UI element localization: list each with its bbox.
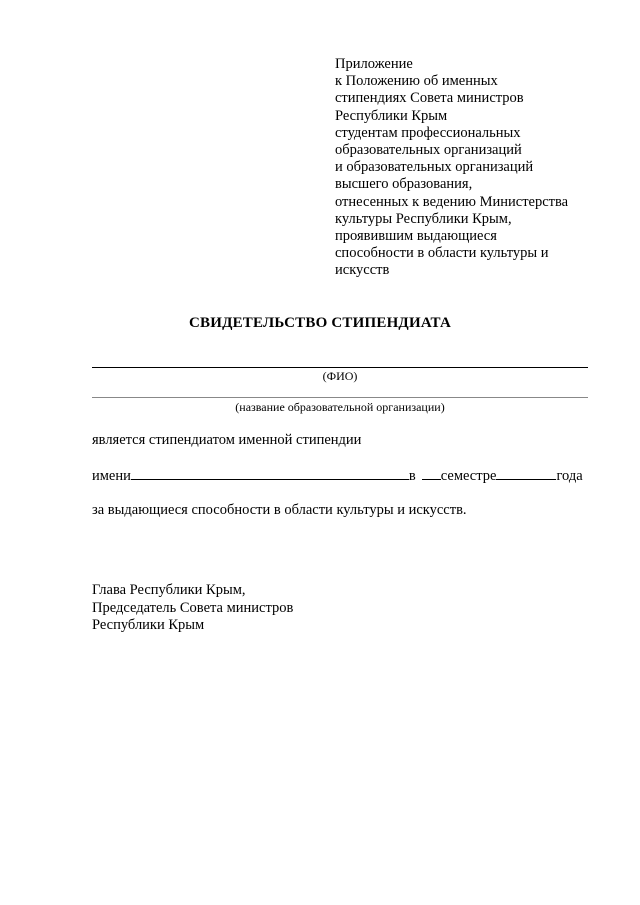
appendix-line: образовательных организаций <box>335 142 522 159</box>
appendix-line: высшего образования, <box>335 176 473 193</box>
appendix-line: Приложение <box>335 56 413 72</box>
appendix-line: студентам профессиональных <box>335 124 521 141</box>
scholarship-name-blank <box>131 467 409 480</box>
appendix-line: и образовательных организаций <box>335 159 534 176</box>
appendix-block <box>335 56 625 280</box>
organization-fill-line <box>92 397 588 398</box>
document-title: СВИДЕТЕЛЬСТВО СТИПЕНДИАТА <box>188 315 452 331</box>
achievement-statement: за выдающиеся способности в области культуры и искусств. <box>92 502 467 518</box>
appendix-line: проявившим выдающиеся <box>335 228 497 245</box>
semester-word: семестре <box>440 468 497 484</box>
scholarship-statement: является стипендиатом именной стипендии <box>92 432 362 448</box>
name-prefix: имени <box>92 468 131 484</box>
year-blank <box>496 467 556 480</box>
appendix-line: стипендиях Совета министров <box>335 90 524 107</box>
year-word: года <box>556 468 583 484</box>
fio-caption: (ФИО) <box>322 369 358 383</box>
appendix-line: способности в области культуры и <box>335 245 549 262</box>
appendix-line: Республики Крым <box>335 107 448 124</box>
signature-line: Председатель Совета министров <box>92 599 294 616</box>
appendix-line: искусств <box>335 262 390 279</box>
semester-number-blank <box>422 467 441 480</box>
appendix-line: к Положению об именных <box>335 73 498 90</box>
signature-line: Глава Республики Крым, <box>92 582 246 598</box>
signature-line: Республики Крым <box>92 617 205 633</box>
scholarship-name-row <box>92 467 588 485</box>
in-word: в <box>408 468 416 484</box>
fio-fill-line <box>92 367 588 368</box>
organization-caption: (название образовательной организации) <box>235 400 445 414</box>
appendix-line: культуры Республики Крым, <box>335 210 512 227</box>
appendix-line: отнесенных к ведению Министерства <box>335 193 569 210</box>
signature-block <box>92 582 293 635</box>
